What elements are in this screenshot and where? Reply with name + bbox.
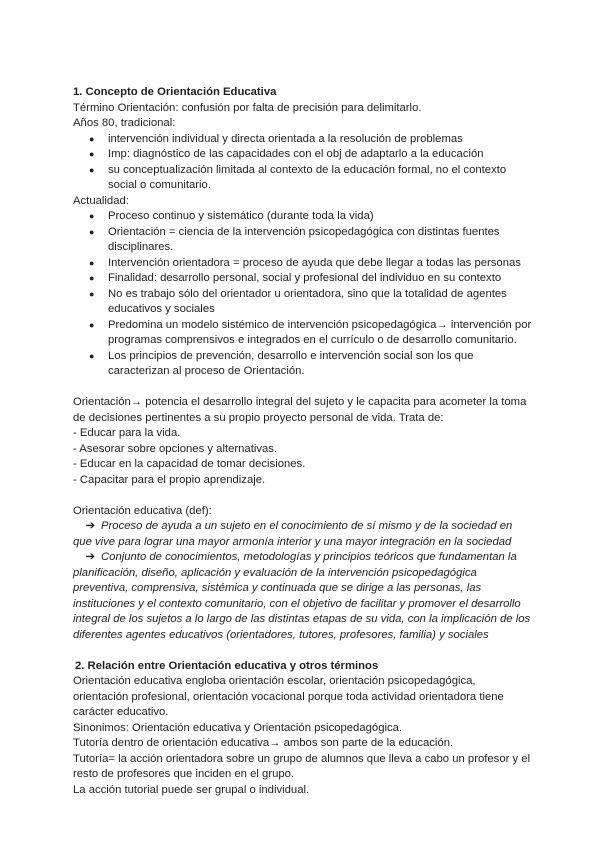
list-item: ● No es trabajo sólo del orientador u orientadora, sino que la totalidad de agentes educativos y sociales (73, 287, 533, 318)
list-item: ● Finalidad: desarrollo personal, social y profesional del individuo en su contexto (73, 271, 533, 287)
definition-item (73, 519, 533, 550)
definition-text: Proceso de ayuda a un sujeto en el conocimiento de sí mismo y de la sociedad en que vive para lograr una mayor armonía interior y una mayor integración en la sociedad (73, 520, 513, 548)
dash-item: - Capacitar para el propio aprendizaje. (73, 473, 266, 486)
arrow-icon: ➔ (85, 520, 95, 532)
spacer (73, 488, 533, 504)
actualidad-label: Actualidad: (73, 194, 129, 207)
definition-text: Conjunto de conocimientos, metodologías y principios teóricos que fundamentan la planificación, diseño, aplicación y evaluación de la intervención psicopedagógica preventiva, comprensiva, sistémica y continuada que se dirige a las personas, las instituciones y el contexto comunitario, con el objetivo de facilitar y promover el desarrollo integral de los sujetos a lo largo de las distintas etapas de su vida, con la implicación de los diferentes agentes educativos (orientadores, tutores, profesores, familia) y sociales (73, 551, 531, 641)
traditional-list (73, 132, 533, 194)
spacer (73, 643, 533, 659)
definition-item (73, 550, 533, 643)
dash-item: - Asesorar sobre opciones y alternativas. (73, 442, 278, 455)
arrow-icon: ➔ (85, 551, 95, 563)
list-item: ● Los principios de prevención, desarrollo e intervención social son los que caracterizan al proceso de Orientación. (73, 349, 533, 380)
section-1-title: 1. Concepto de Orientación Educativa (73, 86, 277, 98)
list-item: ● Orientación = ciencia de la intervención psicopedagógica con distintas fuentes disciplinares. (73, 225, 533, 256)
actualidad-list (73, 209, 533, 380)
document-page (73, 85, 533, 798)
list-item: ● Imp: diagnóstico de las capacidades con el obj de adaptarlo a la educación (73, 147, 533, 163)
list-item: ● su conceptualización limitada al contexto de la educación formal, no el contexto social o comunitario. (73, 163, 533, 194)
section-2-paragraph: Tutoría= la acción orientadora sobre un grupo de alumnos que lleva a cabo un profesor y el resto de profesores que inciden en el grupo. (73, 752, 531, 780)
section-2-paragraph: Tutoría dentro de orientación educativa→ ambos son parte de la educación. (73, 737, 454, 749)
section-1-line-2: Años 80, tradicional: (73, 117, 176, 129)
definition-label: Orientación educativa (def): (73, 504, 212, 517)
section-2-title: 2. Relación entre Orientación educativa y otros términos (75, 659, 379, 672)
list-item: ● intervención individual y directa orientada a la resolución de problemas (73, 132, 533, 148)
list-item: ● Proceso continuo y sistemático (durante toda la vida) (73, 209, 533, 225)
list-item: ● Predomina un modelo sistémico de intervención psicopedagógica→ intervención por programas comprensivos e integrados en el currículo o de desarrollo comunitario. (73, 318, 533, 349)
section-2-paragraph: Sinonimos: Orientación educativa y Orientación psicopedagógica. (73, 721, 403, 734)
list-item: ● Intervención orientadora = proceso de ayuda que debe llegar a todas las personas (73, 256, 533, 272)
section-1-line-1: Término Orientación: confusión por falta de precisión para delimitarlo. (73, 101, 422, 114)
dash-item: - Educar para la vida. (73, 427, 181, 439)
orientation-paragraph: Orientación→ potencia el desarrollo integral del sujeto y le capacita para acometer la toma de decisiones pertinentes a su propio proyecto personal de vida. Trata de: (73, 396, 527, 424)
section-2-paragraph: La acción tutorial puede ser grupal o individual. (73, 783, 310, 796)
dash-item: - Educar en la capacidad de tomar decisiones. (73, 458, 306, 470)
section-2-paragraph: Orientación educativa engloba orientación escolar, orientación psicopedagógica, orientación profesional, orientación vocacional porque toda actividad orientadora tiene carácter educativo. (73, 675, 504, 718)
spacer (73, 380, 533, 396)
